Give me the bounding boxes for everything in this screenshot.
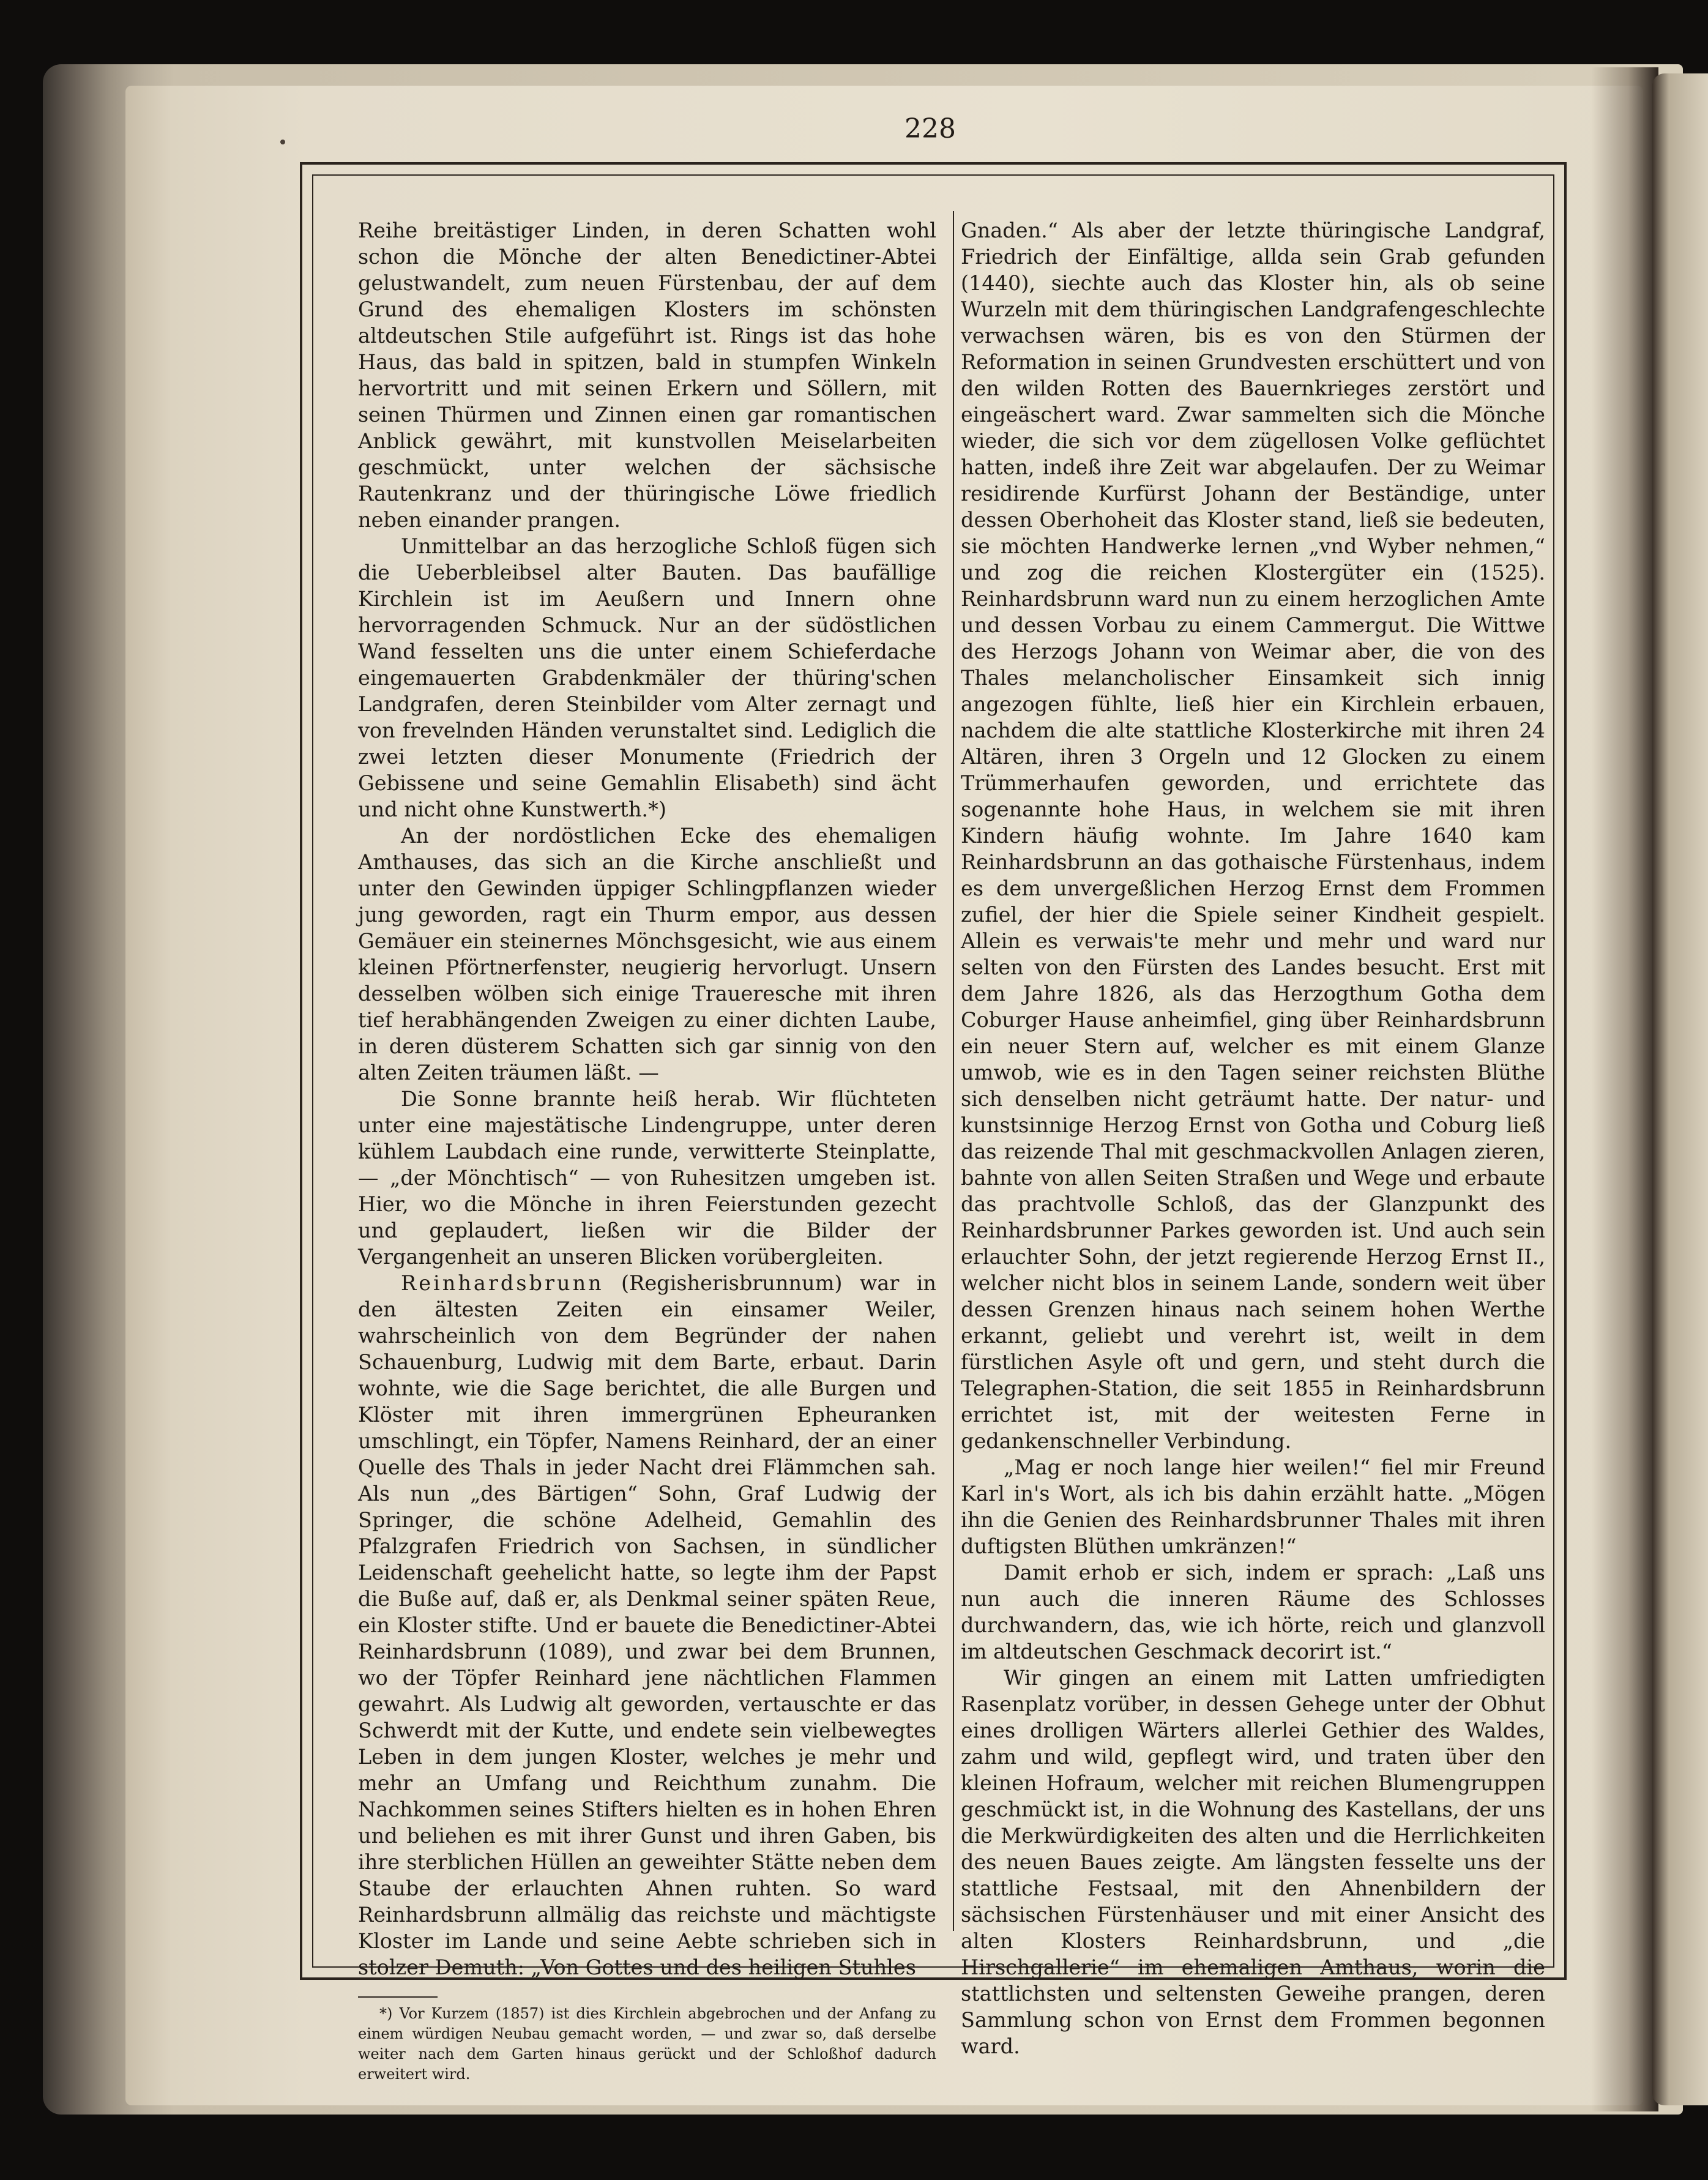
- spine-shadow: [1591, 67, 1658, 2111]
- left-column: [358, 217, 936, 2085]
- right-paragraph-2: „Mag er noch lange hier weilen!“ fiel mir Freund Karl in's Wort, als ich bis dahin erzählt hatte. „Mögen ihn die Genien des Reinhardsbrunner Thales mit ihren duftigsten Blüthen umkränzen!“: [961, 1455, 1545, 1558]
- facing-page-edge: [1652, 73, 1708, 2105]
- left-paragraph-5-body: (Regisherisbrunnum) war in den ältesten Zeiten ein einsamer Weiler, wahrscheinlich von dem Begründer der nahen Schauenburg, Ludwig mit dem Barte, erbaut. Darin wohnte, wie die Sage berichtet, die alle Burgen und Klöster mit ihren immergrünen Epheuranken umschlingt, ein Töpfer, Namens Reinhard, der an einer Quelle des Thals in jeder Nacht drei Flämmchen sah. Als nun „des Bärtigen“ Sohn, Graf Ludwig der Springer, die schöne Adelheid, Gemahlin des Pfalzgrafen Friedrich von Sachsen, in sündlicher Leidenschaft geehelicht hatte, so legte ihm der Papst die Buße auf, daß er, als Denkmal seiner späten Reue, ein Kloster stifte. Und er bauete die Benedictiner-Abtei Reinhardsbrunn (1089), und zwar bei dem Brunnen, wo der Töpfer Reinhard jene nächtlichen Flammen gewahrt. Als Ludwig alt geworden, vertauschte er das Schwerdt mit der Kutte, und endete sein vielbewegtes Leben in dem jungen Kloster, welches je mehr und mehr an Umfang und Reichthum zunahm. Die Nachkommen seines Stifters hielten es in hohen Ehren und beliehen es mit ihrer Gunst und ihren Gaben, bis ihre sterblichen Hüllen an geweihter Stätte neben dem Staube der erlauchten Ahnen ruhten. So ward Reinhardsbrunn allmälig das reichste und mächtigste Kloster im Lande und seine Aebte schrieben sich in stolzer Demuth: „Von Gottes und des heiligen Stuhles: [358, 1271, 936, 1979]
- right-paragraph-4: Wir gingen an einem mit Latten umfriedigten Rasenplatz vorüber, in dessen Gehege unter der Obhut eines drolligen Wärters allerlei Gethier des Waldes, zahm und wild, gepflegt wird, und traten über den kleinen Hofraum, welcher mit reichen Blumengruppen geschmückt ist, in die Wohnung des Kastellans, der uns die Merkwürdigkeiten des alten und die Herrlichkeiten des neuen Baues zeigte. Am längsten fesselte uns der stattliche Festsaal, mit den Ahnenbildern der sächsischen Fürstenhäuser und mit einer Ansicht des alten Klosters Reinhardsbrunn, und „die Hirschgallerie“ im ehemaligen Amthaus, worin die stattlichsten und seltensten Geweihe prangen, deren Sammlung schon von Ernst dem Frommen begonnen ward.: [961, 1666, 1545, 2058]
- right-column: [961, 217, 1545, 2059]
- left-paragraph-3: An der nordöstlichen Ecke des ehemaligen Amthauses, das sich an die Kirche anschließt und unter den Gewinden üppiger Schlingpflanzen wieder jung geworden, ragt ein Thurm empor, aus dessen Gemäuer ein steinernes Mönchsgesicht, wie aus einem kleinen Pförtnerfenster, neugierig hervorlugt. Unsern desselben wölben sich einige Traueresche mit ihren tief herabhängenden Zweigen zu einer dichten Laube, in deren düsterem Schatten sich gar sinnig von den alten Zeiten träumen läßt. —: [358, 824, 936, 1084]
- column-divider: [953, 211, 954, 1931]
- right-paragraph-3: Damit erhob er sich, indem er sprach: „Laß uns nun auch die inneren Räume des Schlosses durchwandern, das, wie ich hörte, reich und glanzvoll im altdeutschen Geschmack decorirt ist.“: [961, 1561, 1545, 1663]
- left-paragraph-5: [358, 1270, 936, 1980]
- left-paragraph-1: Reihe breitästiger Linden, in deren Schatten wohl schon die Mönche der alten Benedictiner-Abtei gelustwandelt, zum neuen Fürstenbau, der auf dem Grund des ehemaligen Klosters im schönsten altdeutschen Stile aufgeführt ist. Rings ist das hohe Haus, das bald in spitzen, bald in stumpfen Winkeln hervortritt und mit seinen Erkern und Söllern, mit seinen Thürmen und Zinnen einen gar romantischen Anblick gewährt, mit kunstvollen Meiselarbeiten geschmückt, unter welchen der sächsische Rautenkranz und der thüringische Löwe friedlich neben einander prangen.: [358, 218, 936, 532]
- footnote: *) Vor Kurzem (1857) ist dies Kirchlein abgebrochen und der Anfang zu einem würdigen Neubau gemacht worden, — und zwar so, daß derselbe weiter nach dem Garten hinaus gerückt und der Schloßhof dadurch erweitert wird.: [358, 2005, 936, 2083]
- left-paragraph-5-lead: Reinhardsbrunn: [401, 1271, 604, 1295]
- page-number: 228: [904, 113, 956, 144]
- footnote-rule: [358, 1996, 438, 1998]
- left-paragraph-2: Unmittelbar an das herzogliche Schloß fügen sich die Ueberbleibsel alter Bauten. Das baufällige Kirchlein ist im Aeußern und Innern ohne hervorragenden Schmuck. Nur an der südöstlichen Wand fesselten uns die unter einem Schieferdache eingemauerten Grabdenkmäler der thüring'schen Landgrafen, deren Steinbilder vom Alter zernagt und von frevelnden Händen verunstaltet sind. Lediglich die zwei letzten dieser Monumente (Friedrich der Gebissene und seine Gemahlin Elisabeth) sind ächt und nicht ohne Kunstwerth.*): [358, 534, 936, 821]
- right-paragraph-1: Gnaden.“ Als aber der letzte thüringische Landgraf, Friedrich der Einfältige, allda sein Grab gefunden (1440), siechte auch das Kloster hin, als ob seine Wurzeln mit dem thüringischen Landgrafengeschlechte verwachsen wären, bis es von den Stürmen der Reformation in seinen Grundvesten erschüttert und von den wilden Rotten des Bauernkrieges zerstört und eingeäschert ward. Zwar sammelten sich die Mönche wieder, die sich vor dem zügellosen Volke geflüchtet hatten, indeß ihre Zeit war abgelaufen. Der zu Weimar residirende Kurfürst Johann der Beständige, unter dessen Oberhoheit das Kloster stand, ließ sie bedeuten, sie möchten Handwerke lernen „vnd Wyber nehmen,“ und zog die reichen Klostergüter ein (1525). Reinhardsbrunn ward nun zu einem herzoglichen Amte und dessen Vorbau zu einem Cammergut. Die Wittwe des Herzogs Johann von Weimar aber, die von des Thales melancholischer Einsamkeit sich innig angezogen fühlte, ließ hier ein Kirchlein erbauen, nachdem die alte stattliche Klosterkirche mit ihren 24 Altären, ihren 3 Orgeln und 12 Glocken zu einem Trümmerhaufen geworden, und errichtete das sogenannte hohe Haus, in welchem sie mit ihren Kindern häufig wohnte. Im Jahre 1640 kam Reinhardsbrunn an das gothaische Fürstenhaus, indem es dem unvergeßlichen Herzog Ernst dem Frommen zufiel, der hier die Spiele seiner Kindheit gespielt. Allein es verwais'te mehr und mehr und ward nur selten von den Fürsten des Landes besucht. Erst mit dem Jahre 1826, als das Herzogthum Gotha dem Coburger Hause anheimfiel, ging über Reinhardsbrunn ein neuer Stern auf, welcher es mit einem Glanze umwob, wie es in den Tagen seiner reichsten Blüthe sich denselben nicht geträumt hatte. Der natur- und kunstsinnige Herzog Ernst von Gotha und Coburg ließ das reizende Thal mit geschmackvollen Anlagen zieren, bahnte von allen Seiten Straßen und Wege und erbaute das prachtvolle Schloß, das der Glanzpunkt des Reinhardsbrunner Parkes geworden ist. Und auch sein erlauchter Sohn, der jetzt regierende Herzog Ernst II., welcher nicht blos in seinem Lande, sondern weit über dessen Grenzen hinaus nach seinem hohen Werthe erkannt, geliebt und verehrt ist, weilt in dem fürstlichen Asyle oft und gern, und steht durch die Telegraphen-Station, die seit 1855 in Reinhardsbrunn errichtet ist, mit der weitesten Ferne in gedankenschneller Verbindung.: [961, 218, 1545, 1453]
- left-paragraph-4: Die Sonne brannte heiß herab. Wir flüchteten unter eine majestätische Lindengruppe, unter deren kühlem Laubdach eine runde, verwitterte Steinplatte, — „der Mönchtisch“ — von Ruhesitzen umgeben ist. Hier, wo die Mönche in ihren Feierstunden gezecht und geplaudert, ließen wir die Bilder der Vergangenheit an unseren Blicken vorübergleiten.: [358, 1087, 936, 1269]
- paper-speck: [280, 140, 285, 144]
